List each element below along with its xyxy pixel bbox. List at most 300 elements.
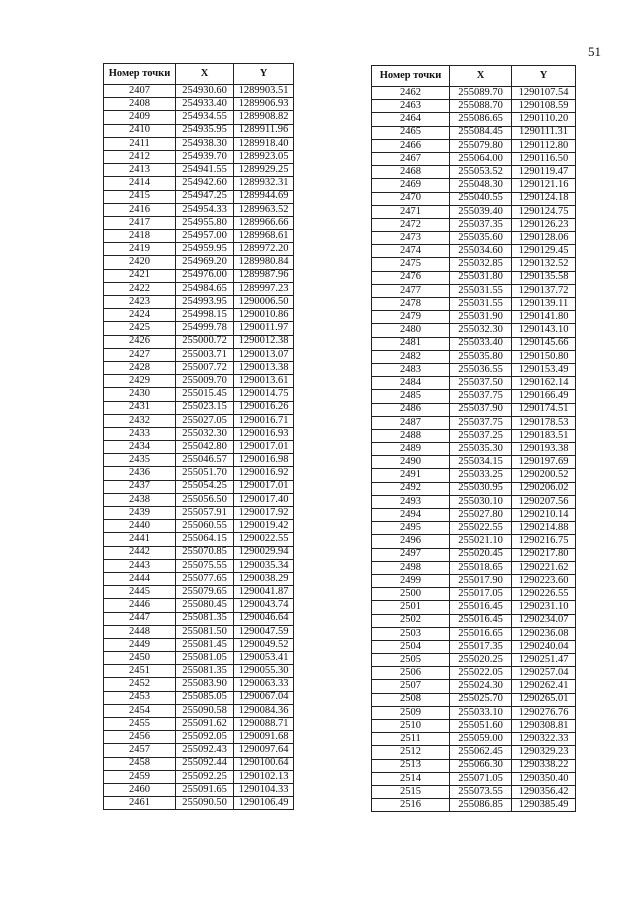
cell-y: 1289903.51 [234,85,294,98]
cell-y: 1290013.07 [234,348,294,361]
cell-point-number: 2479 [372,311,450,324]
table-header-row [372,66,576,87]
cell-y: 1290236.08 [512,627,576,640]
cell-x: 254954.33 [176,203,234,216]
table-row [104,665,294,678]
cell-point-number: 2453 [104,691,176,704]
cell-y: 1290013.61 [234,375,294,388]
header-y: Y [234,64,294,85]
cell-point-number: 2457 [104,744,176,757]
cell-y: 1290016.98 [234,454,294,467]
table-row [104,731,294,744]
cell-y: 1290108.59 [512,100,576,113]
cell-y: 1290035.34 [234,559,294,572]
cell-point-number: 2487 [372,416,450,429]
table-row [372,337,576,350]
table-row [372,298,576,311]
table-row [372,363,576,376]
table-row [372,601,576,614]
table-row [104,190,294,203]
coordinates-table-left [103,63,294,810]
cell-point-number: 2413 [104,164,176,177]
cell-x: 255042.80 [176,441,234,454]
table-row [372,706,576,719]
cell-x: 255025.70 [450,693,512,706]
cell-point-number: 2515 [372,785,450,798]
table-row [372,139,576,152]
cell-y: 1290019.42 [234,520,294,533]
cell-x: 254935.95 [176,124,234,137]
cell-y: 1290106.49 [234,797,294,810]
cell-point-number: 2458 [104,757,176,770]
table-row [104,480,294,493]
cell-x: 255037.50 [450,377,512,390]
table-row [104,533,294,546]
cell-x: 254957.00 [176,230,234,243]
table-row [372,640,576,653]
cell-point-number: 2466 [372,139,450,152]
cell-x: 255092.43 [176,744,234,757]
cell-y: 1289997.23 [234,282,294,295]
cell-y: 1290097.64 [234,744,294,757]
cell-x: 255022.55 [450,522,512,535]
cell-point-number: 2448 [104,625,176,638]
cell-point-number: 2485 [372,390,450,403]
cell-point-number: 2486 [372,403,450,416]
cell-y: 1290110.20 [512,113,576,126]
cell-point-number: 2501 [372,601,450,614]
cell-y: 1290385.49 [512,799,576,812]
table-row [104,625,294,638]
table-row [104,124,294,137]
cell-y: 1290088.71 [234,718,294,731]
cell-y: 1290240.04 [512,640,576,653]
cell-y: 1290231.10 [512,601,576,614]
cell-x: 255031.80 [450,271,512,284]
cell-point-number: 2475 [372,258,450,271]
table-row [104,348,294,361]
cell-point-number: 2408 [104,98,176,111]
cell-y: 1290197.69 [512,456,576,469]
table-row [372,429,576,442]
cell-y: 1290084.36 [234,704,294,717]
cell-x: 254955.80 [176,216,234,229]
cell-point-number: 2480 [372,324,450,337]
cell-point-number: 2447 [104,612,176,625]
cell-point-number: 2476 [372,271,450,284]
cell-point-number: 2484 [372,377,450,390]
cell-point-number: 2492 [372,482,450,495]
table-row [372,232,576,245]
cell-point-number: 2445 [104,586,176,599]
cell-point-number: 2434 [104,441,176,454]
cell-x: 255020.45 [450,548,512,561]
table-row [372,350,576,363]
cell-y: 1290329.23 [512,746,576,759]
cell-y: 1289972.20 [234,243,294,256]
table-row [372,152,576,165]
cell-x: 255033.40 [450,337,512,350]
cell-x: 255020.25 [450,654,512,667]
table-row [372,192,576,205]
cell-x: 255003.71 [176,348,234,361]
cell-y: 1290017.40 [234,493,294,506]
cell-x: 254998.15 [176,309,234,322]
table-row [372,799,576,812]
table-row [372,126,576,139]
table-row [372,469,576,482]
cell-x: 255070.85 [176,546,234,559]
cell-y: 1290121.16 [512,179,576,192]
table-row [104,612,294,625]
table-row [372,495,576,508]
table-row [372,311,576,324]
header-x: X [176,64,234,85]
cell-point-number: 2470 [372,192,450,205]
cell-point-number: 2482 [372,350,450,363]
cell-y: 1290135.58 [512,271,576,284]
cell-x: 255083.90 [176,678,234,691]
cell-point-number: 2427 [104,348,176,361]
cell-y: 1289911.96 [234,124,294,137]
cell-point-number: 2490 [372,456,450,469]
cell-y: 1290067.04 [234,691,294,704]
table-row [372,245,576,258]
table-row [104,546,294,559]
cell-x: 255035.30 [450,443,512,456]
table-row [372,614,576,627]
cell-point-number: 2488 [372,429,450,442]
cell-x: 255064.00 [450,152,512,165]
cell-point-number: 2460 [104,783,176,796]
cell-y: 1289932.31 [234,177,294,190]
header-x: X [450,66,512,87]
cell-x: 255031.90 [450,311,512,324]
cell-point-number: 2504 [372,640,450,653]
table-row [104,559,294,572]
table-row [372,271,576,284]
cell-point-number: 2443 [104,559,176,572]
cell-point-number: 2419 [104,243,176,256]
cell-point-number: 2433 [104,427,176,440]
cell-y: 1290006.50 [234,296,294,309]
cell-x: 255079.65 [176,586,234,599]
cell-point-number: 2428 [104,361,176,374]
cell-point-number: 2478 [372,298,450,311]
table-row [104,309,294,322]
table-row [104,137,294,150]
cell-y: 1290322.33 [512,733,576,746]
cell-y: 1289968.61 [234,230,294,243]
cell-y: 1290017.92 [234,507,294,520]
table-row [372,416,576,429]
header-point-number: Номер точки [372,66,450,87]
table-row [104,704,294,717]
cell-y: 1290014.75 [234,388,294,401]
cell-x: 255060.55 [176,520,234,533]
cell-y: 1290145.66 [512,337,576,350]
table-row [372,113,576,126]
table-row [104,520,294,533]
cell-x: 255033.10 [450,706,512,719]
cell-point-number: 2461 [104,797,176,810]
cell-point-number: 2442 [104,546,176,559]
cell-point-number: 2483 [372,363,450,376]
cell-x: 255092.44 [176,757,234,770]
cell-y: 1290206.02 [512,482,576,495]
cell-point-number: 2459 [104,770,176,783]
cell-point-number: 2510 [372,720,450,733]
cell-x: 254959.95 [176,243,234,256]
table-row [372,759,576,772]
cell-x: 255084.45 [450,126,512,139]
cell-point-number: 2414 [104,177,176,190]
cell-y: 1290183.51 [512,429,576,442]
cell-point-number: 2431 [104,401,176,414]
cell-point-number: 2469 [372,179,450,192]
cell-y: 1290210.14 [512,509,576,522]
cell-x: 255032.85 [450,258,512,271]
cell-y: 1289980.84 [234,256,294,269]
cell-point-number: 2452 [104,678,176,691]
cell-x: 254999.78 [176,322,234,335]
table-row [104,638,294,651]
table-row [104,375,294,388]
table-row [372,772,576,785]
cell-point-number: 2416 [104,203,176,216]
table-row [372,654,576,667]
cell-x: 255035.80 [450,350,512,363]
cell-y: 1289918.40 [234,137,294,150]
cell-x: 255091.65 [176,783,234,796]
cell-point-number: 2498 [372,561,450,574]
cell-y: 1290112.80 [512,139,576,152]
cell-y: 1289923.05 [234,150,294,163]
cell-y: 1289906.93 [234,98,294,111]
cell-point-number: 2411 [104,137,176,150]
table-row [372,733,576,746]
cell-y: 1290207.56 [512,495,576,508]
cell-point-number: 2435 [104,454,176,467]
cell-point-number: 2514 [372,772,450,785]
cell-y: 1290276.76 [512,706,576,719]
coordinates-table-right [371,65,576,812]
cell-x: 255027.80 [450,509,512,522]
cell-x: 255081.45 [176,638,234,651]
cell-x: 254933.40 [176,98,234,111]
cell-x: 255024.30 [450,680,512,693]
cell-x: 255086.65 [450,113,512,126]
cell-x: 255054.25 [176,480,234,493]
cell-y: 1290153.49 [512,363,576,376]
cell-point-number: 2511 [372,733,450,746]
cell-point-number: 2465 [372,126,450,139]
cell-x: 255079.80 [450,139,512,152]
cell-x: 255016.45 [450,614,512,627]
table-row [104,256,294,269]
cell-x: 255018.65 [450,561,512,574]
cell-point-number: 2512 [372,746,450,759]
table-row [104,335,294,348]
cell-x: 255017.05 [450,588,512,601]
cell-point-number: 2436 [104,467,176,480]
table-row [104,98,294,111]
cell-point-number: 2409 [104,111,176,124]
cell-y: 1290049.52 [234,638,294,651]
table-row [104,691,294,704]
cell-y: 1289987.96 [234,269,294,282]
cell-point-number: 2451 [104,665,176,678]
cell-point-number: 2467 [372,152,450,165]
cell-x: 255034.15 [450,456,512,469]
cell-y: 1289929.25 [234,164,294,177]
cell-x: 255037.25 [450,429,512,442]
table-row [104,322,294,335]
cell-x: 255035.60 [450,232,512,245]
cell-y: 1290223.60 [512,574,576,587]
cell-point-number: 2464 [372,113,450,126]
table-row [104,177,294,190]
cell-x: 255046.57 [176,454,234,467]
cell-point-number: 2477 [372,284,450,297]
cell-point-number: 2495 [372,522,450,535]
cell-y: 1290150.80 [512,350,576,363]
cell-x: 255091.62 [176,718,234,731]
table-row [104,652,294,665]
cell-x: 254939.70 [176,150,234,163]
table-row [372,179,576,192]
cell-point-number: 2449 [104,638,176,651]
cell-y: 1289908.82 [234,111,294,124]
cell-x: 255071.05 [450,772,512,785]
cell-point-number: 2499 [372,574,450,587]
cell-point-number: 2424 [104,309,176,322]
cell-y: 1290162.14 [512,377,576,390]
table-row [104,282,294,295]
table-header-row [104,64,294,85]
cell-point-number: 2415 [104,190,176,203]
cell-x: 255085.05 [176,691,234,704]
table-row [104,718,294,731]
cell-y: 1290029.94 [234,546,294,559]
cell-point-number: 2412 [104,150,176,163]
cell-point-number: 2446 [104,599,176,612]
cell-x: 255032.30 [450,324,512,337]
cell-y: 1290226.55 [512,588,576,601]
cell-point-number: 2438 [104,493,176,506]
cell-x: 255073.55 [450,785,512,798]
cell-x: 255059.00 [450,733,512,746]
cell-point-number: 2417 [104,216,176,229]
cell-x: 255056.50 [176,493,234,506]
cell-point-number: 2507 [372,680,450,693]
cell-y: 1290174.51 [512,403,576,416]
cell-x: 255000.72 [176,335,234,348]
cell-y: 1290017.01 [234,441,294,454]
cell-y: 1290017.01 [234,480,294,493]
cell-y: 1290013.38 [234,361,294,374]
cell-x: 255081.50 [176,625,234,638]
table-row [372,535,576,548]
table-row [372,746,576,759]
cell-x: 255030.10 [450,495,512,508]
table-row [104,797,294,810]
table-row [104,572,294,585]
table-row [372,87,576,100]
cell-x: 255030.95 [450,482,512,495]
table-row [372,509,576,522]
cell-y: 1290055.30 [234,665,294,678]
cell-point-number: 2410 [104,124,176,137]
cell-y: 1290011.97 [234,322,294,335]
table-row [372,258,576,271]
cell-y: 1290124.75 [512,205,576,218]
cell-x: 255064.15 [176,533,234,546]
cell-y: 1290265.01 [512,693,576,706]
cell-y: 1290234.07 [512,614,576,627]
table-row [372,693,576,706]
cell-x: 255017.90 [450,574,512,587]
table-row [372,680,576,693]
table-row [104,85,294,98]
cell-x: 255037.35 [450,218,512,231]
cell-y: 1290047.59 [234,625,294,638]
cell-y: 1290308.81 [512,720,576,733]
cell-x: 254976.00 [176,269,234,282]
cell-y: 1290063.33 [234,678,294,691]
cell-point-number: 2508 [372,693,450,706]
cell-point-number: 2481 [372,337,450,350]
cell-point-number: 2471 [372,205,450,218]
cell-point-number: 2454 [104,704,176,717]
table-row [104,744,294,757]
cell-x: 255090.50 [176,797,234,810]
cell-x: 255034.60 [450,245,512,258]
cell-x: 255016.65 [450,627,512,640]
cell-point-number: 2440 [104,520,176,533]
cell-point-number: 2425 [104,322,176,335]
cell-y: 1290107.54 [512,87,576,100]
cell-y: 1290143.10 [512,324,576,337]
cell-point-number: 2489 [372,443,450,456]
cell-x: 255009.70 [176,375,234,388]
cell-point-number: 2426 [104,335,176,348]
table-row [372,522,576,535]
cell-y: 1290111.31 [512,126,576,139]
header-y: Y [512,66,576,87]
cell-point-number: 2430 [104,388,176,401]
cell-x: 255092.05 [176,731,234,744]
cell-y: 1289944.69 [234,190,294,203]
cell-y: 1290214.88 [512,522,576,535]
cell-point-number: 2472 [372,218,450,231]
cell-point-number: 2444 [104,572,176,585]
cell-point-number: 2439 [104,507,176,520]
cell-y: 1290091.68 [234,731,294,744]
cell-y: 1290200.52 [512,469,576,482]
cell-x: 254934.55 [176,111,234,124]
cell-x: 255066.30 [450,759,512,772]
cell-x: 255090.58 [176,704,234,717]
table-row [372,443,576,456]
table-row [104,203,294,216]
cell-x: 255051.60 [450,720,512,733]
cell-point-number: 2456 [104,731,176,744]
cell-x: 255037.75 [450,390,512,403]
table-row [104,414,294,427]
cell-point-number: 2506 [372,667,450,680]
table-row [372,456,576,469]
